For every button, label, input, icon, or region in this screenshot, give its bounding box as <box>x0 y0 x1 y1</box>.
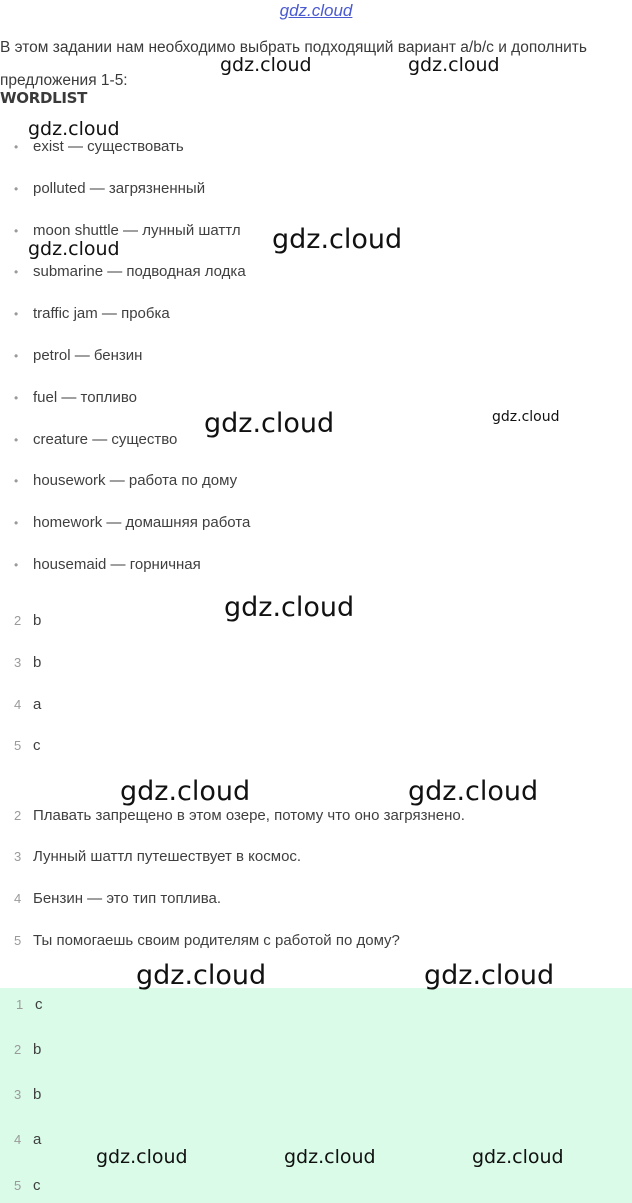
watermark: gdz.cloud <box>96 1146 188 1168</box>
bullet-icon: • <box>14 474 19 489</box>
translation-item: 5 Ты помогаешь своим родителям с работой по дому? <box>14 932 400 949</box>
bullet-icon: • <box>14 391 19 406</box>
watermark: gdz.cloud <box>472 1146 564 1168</box>
watermark: gdz.cloud <box>28 238 120 260</box>
bullet-icon: • <box>14 265 19 280</box>
watermark: gdz.cloud <box>492 409 560 425</box>
list-item: • petrol — бензин <box>14 347 143 364</box>
bullet-icon: • <box>14 433 19 448</box>
answer-item: 3 b <box>14 654 42 671</box>
answer-item: 5 c <box>14 737 41 754</box>
list-item: • fuel — топливо <box>14 389 137 406</box>
list-item: • traffic jam — пробка <box>14 305 170 322</box>
list-item: • creature — существо <box>14 431 178 448</box>
watermark: gdz.cloud <box>136 960 267 991</box>
watermark: gdz.cloud <box>120 776 251 807</box>
watermark: gdz.cloud <box>204 408 335 439</box>
answer-panel <box>0 988 632 1203</box>
answer-item: 2 b <box>14 612 42 629</box>
list-item: • moon shuttle — лунный шаттл <box>14 222 241 239</box>
answer-item: 4 a <box>14 696 42 713</box>
watermark: gdz.cloud <box>224 592 355 623</box>
answer-item: 1 c <box>16 996 43 1013</box>
bullet-icon: • <box>14 140 19 155</box>
list-item: • submarine — подводная лодка <box>14 263 246 280</box>
watermark: gdz.cloud <box>408 776 539 807</box>
site-link[interactable]: gdz.cloud <box>279 1 353 20</box>
bullet-icon: • <box>14 349 19 364</box>
answer-item: 5 c <box>14 1177 41 1194</box>
wordlist-heading: WORDLIST <box>0 89 88 107</box>
answer-item: 4 a <box>14 1131 42 1148</box>
list-item: • housework — работа по дому <box>14 472 238 489</box>
bullet-icon: • <box>14 307 19 322</box>
watermark: gdz.cloud <box>220 54 312 76</box>
watermark: gdz.cloud <box>272 224 403 255</box>
list-item: • exist — существовать <box>14 138 184 155</box>
watermark: gdz.cloud <box>408 54 500 76</box>
answer-item: 3 b <box>14 1086 42 1103</box>
translation-item: 4 Бензин — это тип топлива. <box>14 890 222 907</box>
watermark: gdz.cloud <box>424 960 555 991</box>
translation-item: 2 Плавать запрещено в этом озере, потому что оно загрязнено. <box>14 807 465 824</box>
bullet-icon: • <box>14 516 19 531</box>
watermark: gdz.cloud <box>28 118 120 140</box>
list-item: • housemaid — горничная <box>14 556 201 573</box>
watermark: gdz.cloud <box>284 1146 376 1168</box>
translation-item: 3 Лунный шаттл путешествует в космос. <box>14 848 302 865</box>
bullet-icon: • <box>14 558 19 573</box>
intro-paragraph: В этом задании нам необходимо выбрать подходящий вариант a/b/c и дополнить предложения 1-5: <box>0 39 587 89</box>
answer-item: 2 b <box>14 1041 42 1058</box>
bullet-icon: • <box>14 224 19 239</box>
list-item: • polluted — загрязненный <box>14 180 206 197</box>
bullet-icon: • <box>14 182 19 197</box>
list-item: • homework — домашняя работа <box>14 514 251 531</box>
